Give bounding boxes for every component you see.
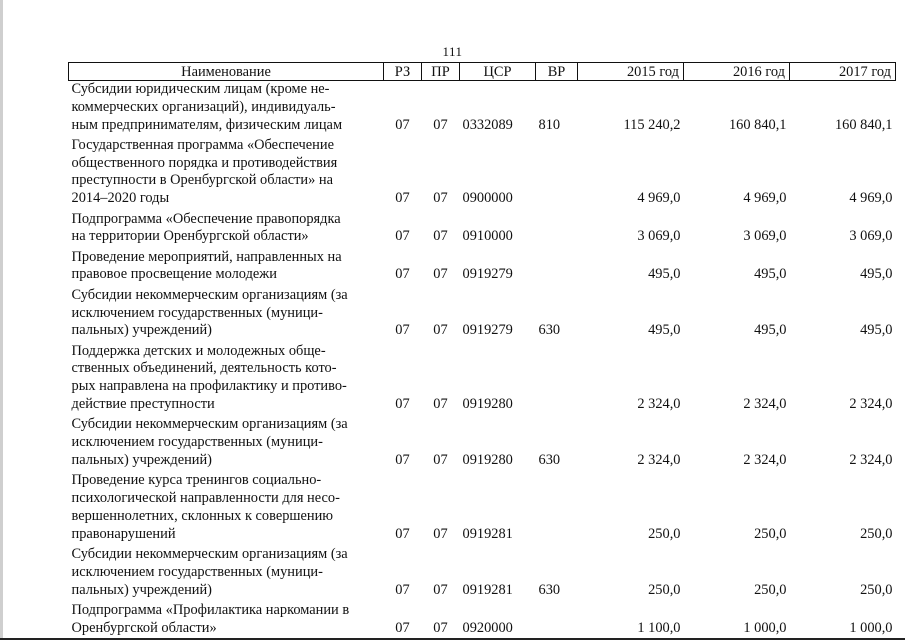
row-rz: 07 (395, 525, 410, 542)
row-vr (536, 602, 578, 640)
row-name (69, 546, 384, 602)
row-name-line: 2014–2020 годы (71, 190, 170, 207)
header-2016: 2016 год (684, 63, 790, 81)
row-name-line: Субсидии некоммерческим организациям (за (71, 286, 348, 303)
row-vr: 630 (538, 581, 561, 598)
row-name (69, 211, 384, 249)
row-amount-2016: 495,0 (754, 266, 787, 283)
row-name (69, 249, 384, 287)
row-name (69, 602, 384, 640)
table-row (69, 81, 896, 137)
row-amount-2017: 1 000,0 (849, 619, 893, 636)
row-amount-2017: 2 324,0 (849, 451, 893, 468)
header-2017: 2017 год (790, 63, 896, 81)
table-row (69, 343, 896, 417)
table-header-row (69, 63, 896, 81)
row-name-line: рых направлена на профилактику и противо- (71, 378, 347, 395)
row-pr: 07 (433, 451, 448, 468)
row-amount-2017: 2 324,0 (849, 396, 893, 413)
row-vr: 810 (538, 116, 561, 133)
row-name-line: Оренбургской области» (71, 619, 217, 636)
row-csr: 0332089 (462, 116, 513, 133)
table-row (69, 137, 896, 211)
row-csr: 0910000 (462, 228, 513, 245)
row-amount-2015: 2 324,0 (637, 396, 681, 413)
table-row (69, 602, 896, 640)
row-amount-2016: 250,0 (754, 525, 787, 542)
row-amount-2017: 250,0 (860, 525, 893, 542)
scan-left-edge (0, 0, 3, 640)
row-pr: 07 (433, 116, 448, 133)
row-pr: 07 (433, 396, 448, 413)
row-name-line: психологической направленности для несо- (71, 490, 340, 507)
row-vr (536, 472, 578, 546)
row-amount-2015: 3 069,0 (637, 228, 681, 245)
row-amount-2015: 495,0 (648, 266, 681, 283)
row-name-line: на территории Оренбургской области» (71, 228, 309, 245)
row-rz: 07 (395, 116, 410, 133)
row-amount-2017: 495,0 (860, 322, 893, 339)
row-amount-2016: 495,0 (754, 322, 787, 339)
row-name-line: исключением государственных (муници- (71, 304, 323, 321)
row-amount-2016: 2 324,0 (743, 396, 787, 413)
header-rz: РЗ (384, 63, 422, 81)
row-name-line: общественного порядка и противодействия (71, 154, 338, 171)
table-row (69, 416, 896, 472)
row-name-line: Субсидии некоммерческим организациям (за (71, 545, 348, 562)
row-pr: 07 (433, 322, 448, 339)
row-name (69, 343, 384, 417)
row-name-line: вершеннолетних, склонных к совершению (71, 507, 334, 524)
header-2015: 2015 год (578, 63, 684, 81)
row-rz: 07 (395, 581, 410, 598)
page-number: 111 (442, 44, 463, 59)
row-name (69, 416, 384, 472)
row-amount-2016: 160 840,1 (728, 116, 787, 133)
row-amount-2015: 250,0 (648, 581, 681, 598)
row-rz: 07 (395, 190, 410, 207)
row-vr: 630 (538, 322, 561, 339)
row-csr: 0919280 (462, 396, 513, 413)
row-rz: 07 (395, 228, 410, 245)
row-name-line: ственных объединений, деятельность кото- (71, 360, 337, 377)
row-name-line: пальных) учреждений) (71, 451, 212, 468)
row-amount-2015: 4 969,0 (637, 190, 681, 207)
row-csr: 0919281 (462, 581, 513, 598)
row-name-line: правовое просвещение молодежи (71, 266, 277, 283)
row-name-line: Поддержка детских и молодежных обще- (71, 342, 326, 359)
row-amount-2016: 2 324,0 (743, 451, 787, 468)
budget-table (68, 62, 896, 640)
row-name-line: правонарушений (71, 525, 176, 542)
row-amount-2015: 250,0 (648, 525, 681, 542)
header-vr: ВР (536, 63, 578, 81)
row-amount-2015: 115 240,2 (623, 116, 681, 133)
row-pr: 07 (433, 581, 448, 598)
row-name-line: Государственная программа «Обеспечение (71, 136, 334, 153)
row-amount-2015: 1 100,0 (637, 619, 681, 636)
row-name-line: Проведение курса тренингов социально- (71, 472, 322, 489)
row-vr (536, 343, 578, 417)
row-rz: 07 (395, 619, 410, 636)
row-name-line: пальных) учреждений) (71, 581, 212, 598)
row-csr: 0919279 (462, 266, 513, 283)
row-name-line: пальных) учреждений) (71, 322, 212, 339)
row-name-line: Субсидии юридическим лицам (кроме не- (71, 81, 330, 97)
table-body (69, 81, 896, 640)
row-vr (536, 211, 578, 249)
row-name-line: преступности в Оренбургской области» на (71, 172, 334, 189)
row-amount-2016: 1 000,0 (743, 619, 787, 636)
row-amount-2017: 4 969,0 (849, 190, 893, 207)
row-rz: 07 (395, 322, 410, 339)
row-name (69, 137, 384, 211)
row-rz: 07 (395, 266, 410, 283)
row-name-line: действие преступности (71, 396, 215, 413)
row-pr: 07 (433, 619, 448, 636)
row-amount-2017: 3 069,0 (849, 228, 893, 245)
row-name-line: ным предпринимателям, физическим лицам (71, 116, 343, 133)
row-amount-2017: 250,0 (860, 581, 893, 598)
row-pr: 07 (433, 190, 448, 207)
row-amount-2016: 4 969,0 (743, 190, 787, 207)
header-name: Наименование (69, 63, 384, 81)
row-name (69, 287, 384, 343)
row-csr: 0920000 (462, 619, 513, 636)
row-amount-2016: 250,0 (754, 581, 787, 598)
header-csr: ЦСР (460, 63, 536, 81)
row-name (69, 81, 384, 137)
row-name-line: Подпрограмма «Обеспечение правопорядка (71, 210, 341, 227)
row-csr: 0919280 (462, 451, 513, 468)
row-name-line: коммерческих организаций), индивидуаль- (71, 98, 336, 115)
table-row (69, 472, 896, 546)
row-amount-2015: 495,0 (648, 322, 681, 339)
row-csr: 0900000 (462, 190, 513, 207)
row-rz: 07 (395, 396, 410, 413)
row-amount-2015: 2 324,0 (637, 451, 681, 468)
table-row (69, 287, 896, 343)
table-row (69, 546, 896, 602)
row-amount-2017: 495,0 (860, 266, 893, 283)
table-row (69, 211, 896, 249)
row-vr (536, 137, 578, 211)
row-rz: 07 (395, 451, 410, 468)
table-row (69, 249, 896, 287)
row-name-line: Субсидии некоммерческим организациям (за (71, 416, 348, 433)
row-pr: 07 (433, 266, 448, 283)
row-amount-2016: 3 069,0 (743, 228, 787, 245)
row-csr: 0919281 (462, 525, 513, 542)
row-csr: 0919279 (462, 322, 513, 339)
row-name-line: исключением государственных (муници- (71, 563, 323, 580)
header-pr: ПР (422, 63, 460, 81)
row-vr (536, 249, 578, 287)
row-pr: 07 (433, 228, 448, 245)
row-name-line: Подпрограмма «Профилактика наркомании в (71, 601, 350, 618)
row-vr: 630 (538, 451, 561, 468)
row-name-line: исключением государственных (муници- (71, 434, 323, 451)
row-amount-2017: 160 840,1 (834, 116, 893, 133)
row-name-line: Проведение мероприятий, направленных на (71, 248, 342, 265)
row-pr: 07 (433, 525, 448, 542)
row-name (69, 472, 384, 546)
